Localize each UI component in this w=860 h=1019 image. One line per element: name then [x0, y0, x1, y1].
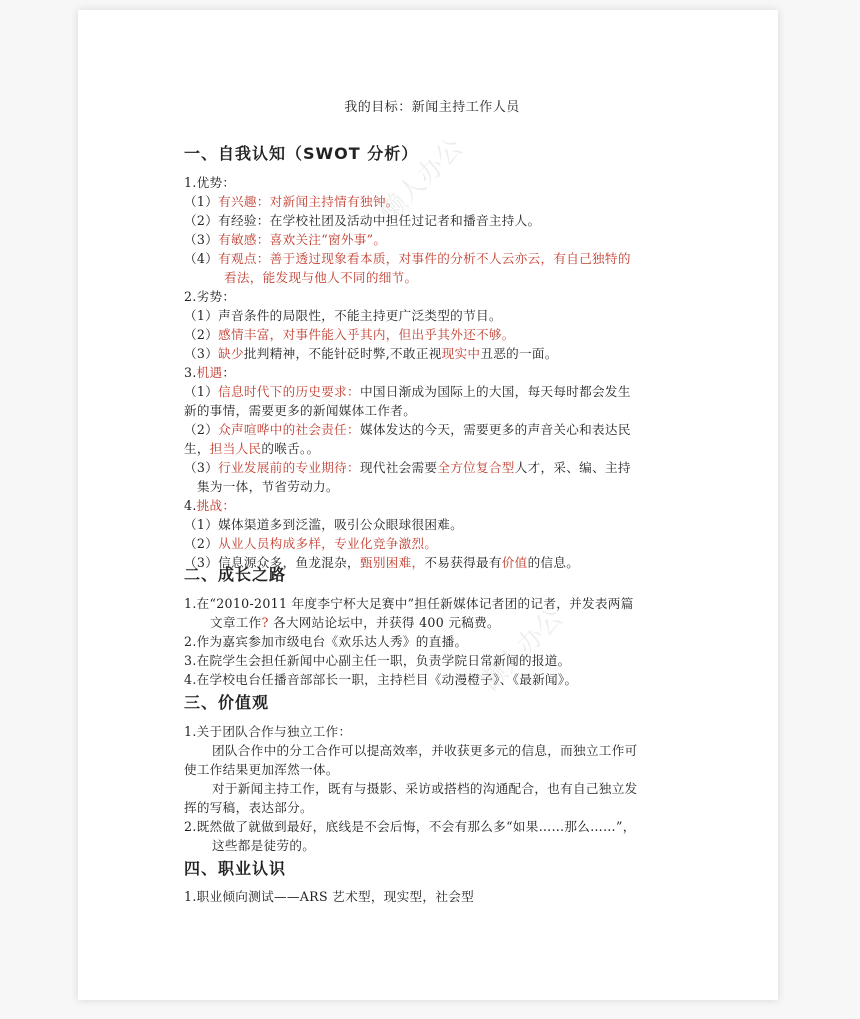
text-line — [184, 631, 467, 650]
text-segment: 4. — [184, 498, 197, 513]
text-line — [184, 248, 631, 267]
text-segment: ： — [222, 365, 236, 380]
text-segment: （1）声音条件的局限性，不能主持更广泛类型的节目。 — [184, 308, 502, 323]
text-line — [224, 267, 417, 286]
text-segment: 这些都是徒劳的。 — [212, 838, 316, 853]
text-segment: 不易获得最有 — [424, 555, 502, 570]
text-line — [212, 835, 315, 854]
highlighted-text: 现实中 — [441, 346, 481, 361]
text-line — [184, 552, 579, 571]
highlighted-text: 从业人员构成多样，专业化竞争激烈。 — [218, 536, 438, 551]
text-line — [184, 343, 558, 362]
text-line — [197, 476, 339, 495]
text-segment: （3） — [184, 232, 219, 247]
text-line — [210, 612, 500, 631]
text-line — [184, 721, 351, 740]
text-segment: 3.在院学生会担任新闻中心副主任一职，负责学院日常新闻的报道。 — [184, 653, 571, 668]
text-segment: 各大网站论坛中，并获得 400 元稿费。 — [268, 615, 500, 630]
highlighted-text: 担当人民 — [209, 441, 262, 456]
text-segment: 1.在“2010-2011 年度李宁杯大足赛中”担任新媒体记者团的记者，并发表两篇 — [184, 596, 634, 611]
text-line — [184, 324, 515, 343]
text-segment: （3） — [184, 460, 219, 475]
text-segment: 的喉舌。。 — [261, 441, 320, 456]
text-segment: （2） — [184, 422, 219, 437]
text-line — [184, 191, 399, 210]
highlighted-text: 看法，能发现与他人不同的细节。 — [224, 270, 418, 285]
section-heading-values: 三、价值观 — [184, 693, 270, 712]
highlighted-text: 感情丰富，对事件能入乎其内，但出乎其外还不够。 — [218, 327, 515, 342]
document-page — [78, 10, 778, 1000]
watermark: 懒人办公 — [374, 132, 470, 228]
text-line — [184, 650, 571, 669]
document-title: 我的目标：新闻主持工作人员 — [344, 100, 520, 115]
text-line — [184, 172, 235, 191]
text-line — [184, 305, 502, 324]
text-line — [184, 495, 235, 514]
text-segment: （4） — [184, 251, 219, 266]
highlighted-text: 信息时代下的历史要求： — [218, 384, 360, 399]
text-segment: （2） — [184, 327, 219, 342]
text-line — [184, 514, 463, 533]
highlighted-text: 众声喧哗中的社会责任： — [218, 422, 360, 437]
section-heading-growth: 二、成长之路 — [184, 565, 287, 584]
text-segment: 生， — [184, 441, 210, 456]
text-segment: 3. — [184, 365, 197, 380]
text-segment: （1）媒体渠道多到泛滥，吸引公众眼球很困难。 — [184, 517, 464, 532]
section-heading-career: 四、职业认识 — [184, 859, 287, 878]
highlighted-text: 缺少 — [218, 346, 244, 361]
text-segment: 人才，采、编、主持 — [514, 460, 631, 475]
text-segment: 新的事情，需要更多的新闻媒体工作者。 — [184, 403, 417, 418]
text-line — [184, 419, 631, 438]
text-segment: 对于新闻主持工作，既有与摄影、采访或搭档的沟通配合，也有自己独立发 — [212, 781, 638, 796]
text-segment: 的信息。 — [527, 555, 580, 570]
text-line — [184, 886, 474, 905]
text-segment: 使工作结果更加浑然一体。 — [184, 762, 339, 777]
text-line — [184, 362, 235, 381]
text-segment: 1.关于团队合作与独立工作： — [184, 724, 352, 739]
highlighted-text: 有敏感：喜欢关注“窗外事”。 — [218, 232, 387, 247]
text-line — [184, 400, 416, 419]
text-line — [184, 669, 577, 688]
highlighted-text: 挑战： — [196, 498, 236, 513]
text-line — [184, 533, 437, 552]
text-segment: 文章工作 — [210, 615, 262, 630]
section-heading-swot: 一、自我认知（SWOT 分析） — [184, 144, 419, 163]
text-segment: 集为一体，节省劳动力。 — [197, 479, 339, 494]
text-line — [184, 210, 540, 229]
text-line — [184, 229, 386, 248]
highlighted-text: 机遇 — [196, 365, 223, 380]
highlighted-text: 全方位复合型 — [437, 460, 515, 475]
text-segment: 挥的写稿，表达部分。 — [184, 800, 313, 815]
text-segment: 丑恶的一面。 — [480, 346, 558, 361]
watermark: 懒人办公 — [474, 602, 570, 698]
text-line — [184, 381, 631, 400]
highlighted-text: 价值 — [501, 555, 528, 570]
text-segment: 现代社会需要 — [359, 460, 438, 475]
text-segment: 中国日渐成为国际上的大国，每天每时都会发生 — [359, 384, 631, 399]
highlighted-text: 有观点：善于透过现象看本质，对事件的分析不人云亦云，有自己独特的 — [218, 251, 631, 266]
text-line — [184, 457, 631, 476]
text-segment: 2.既然做了就做到最好，底线是不会后悔，不会有那么多“如果……那么……”， — [184, 819, 636, 834]
text-segment: 批判精神，不能针砭时弊,不敢正视 — [243, 346, 442, 361]
text-line — [184, 593, 634, 612]
text-line — [184, 438, 320, 457]
text-segment: 团队合作中的分工合作可以提高效率，并收获更多元的信息，而独立工作可 — [212, 743, 638, 758]
text-segment: 2.作为嘉宾参加市级电台《欢乐达人秀》的直播。 — [184, 634, 468, 649]
highlighted-text: ? — [261, 615, 269, 630]
text-segment: 4.在学校电台任播音部部长一职，主持栏目《动漫橙子》、《最新闻》。 — [184, 672, 578, 687]
text-line — [184, 816, 636, 835]
text-segment: 1.职业倾向测试——ARS 艺术型，现实型，社会型 — [184, 889, 475, 904]
highlighted-text: 甄别困难， — [359, 555, 425, 570]
text-segment: （2） — [184, 536, 219, 551]
text-segment: （3）信息源众多，鱼龙混杂， — [184, 555, 360, 570]
text-line — [212, 740, 638, 759]
text-segment: 媒体发达的今天，需要更多的声音关心和表达民 — [359, 422, 631, 437]
text-line — [212, 778, 638, 797]
text-segment: 1.优势： — [184, 175, 236, 190]
text-segment: 2.劣势： — [184, 289, 236, 304]
highlighted-text: 有兴趣：对新闻主持情有独钟。 — [218, 194, 399, 209]
text-segment: （2）有经验：在学校社团及活动中担任过记者和播音主持人。 — [184, 213, 541, 228]
text-line — [184, 797, 313, 816]
text-segment: （1） — [184, 194, 219, 209]
text-line — [184, 286, 235, 305]
text-segment: （1） — [184, 384, 219, 399]
highlighted-text: 行业发展前的专业期待： — [218, 460, 360, 475]
text-segment: （3） — [184, 346, 219, 361]
text-line — [184, 759, 339, 778]
